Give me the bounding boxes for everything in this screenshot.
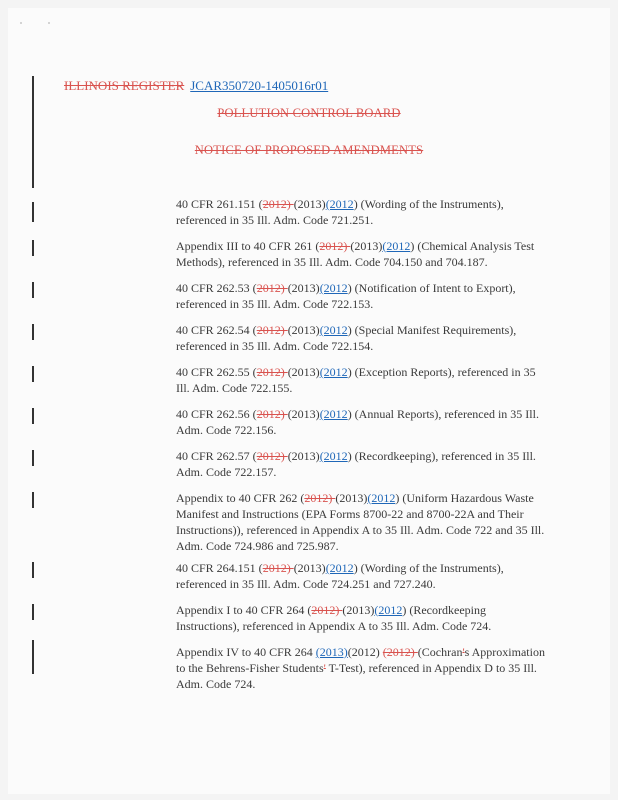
entry-inserted-year: (2012 xyxy=(319,323,348,337)
entry-description: ) (Chemical Analysis Test Methods), referenced in 35 Ill. Adm. Code 704.150 and 704.187. xyxy=(176,239,535,269)
entry-prefix: 40 CFR 262.57 ( xyxy=(176,449,257,463)
entry-deleted-year: (2012) xyxy=(382,645,418,659)
entry-description: ) (Wording of the Instruments), referenced in 35 Ill. Adm. Code 721.251. xyxy=(176,197,504,227)
entry-description: ) (Recordkeeping Instructions), referenced in Appendix A to 35 Ill. Adm. Code 724. xyxy=(176,603,492,633)
scan-speck xyxy=(20,22,22,24)
entry-year: (2013) xyxy=(287,407,320,421)
entry-description: ) (Exception Reports), referenced in 35 Ill. Adm. Code 722.155. xyxy=(176,365,536,395)
entry-deleted-year: 2012) xyxy=(319,239,351,253)
reference-entry xyxy=(176,238,546,270)
entry-prefix: Appendix I to 40 CFR 264 ( xyxy=(176,603,312,617)
entry-deleted-year: 2012) xyxy=(256,407,288,421)
entry-deleted-year: 2012) xyxy=(311,603,343,617)
change-bar xyxy=(32,492,34,508)
change-bar xyxy=(32,282,34,298)
entry-description: (Cochran xyxy=(417,645,463,659)
entry-deleted-quote: ' xyxy=(323,661,326,675)
change-bar xyxy=(32,562,34,578)
entry-inserted-year: (2012 xyxy=(319,281,348,295)
register-inserted-text: JCAR350720-1405016r01 xyxy=(190,78,329,93)
entry-description: ) (Recordkeeping), referenced in 35 Ill. Adm. Code 722.157. xyxy=(176,449,536,479)
entry-prefix: Appendix IV to 40 CFR 264 xyxy=(176,645,316,659)
reference-entry xyxy=(176,644,546,692)
entry-description: ) (Annual Reports), referenced in 35 Ill. Adm. Code 722.156. xyxy=(176,407,539,437)
reference-entry xyxy=(176,490,546,554)
reference-entry xyxy=(176,602,546,634)
entry-year: (2013) xyxy=(293,561,326,575)
entry-year: (2013) xyxy=(293,197,326,211)
entry-deleted-year: 2012) xyxy=(304,491,336,505)
entry-prefix: 40 CFR 262.56 ( xyxy=(176,407,257,421)
change-bar xyxy=(32,240,34,256)
entry-deleted-year: 2012) xyxy=(262,197,294,211)
entry-inserted-year: (2012 xyxy=(374,603,403,617)
entry-description: s Approximation to the Behrens-Fisher Students xyxy=(176,645,545,675)
entry-description: ) (Uniform Hazardous Waste Manifest and Instructions (EPA Forms 8700-22 and 8700-22A and Their Instructions)), referenced in Appendix A to 35 Ill. Adm. Code 722 and 35 Ill. Adm. Code 724.986 and 725.987. xyxy=(176,491,545,553)
entry-prefix: 40 CFR 262.55 ( xyxy=(176,365,257,379)
entry-deleted-year: 2012) xyxy=(262,561,294,575)
register-header xyxy=(64,78,328,94)
reference-entry xyxy=(176,560,546,592)
entry-year: (2013) xyxy=(342,603,375,617)
entry-year: (2013) xyxy=(287,449,320,463)
board-heading-deleted: POLLUTION CONTROL BOARD xyxy=(217,106,401,120)
entry-inserted-year: (2013) xyxy=(315,645,348,659)
entry-prefix: Appendix III to 40 CFR 261 ( xyxy=(176,239,320,253)
change-bar xyxy=(32,450,34,466)
entry-description: ) (Notification of Intent to Export), referenced in 35 Ill. Adm. Code 722.153. xyxy=(176,281,516,311)
entry-year: (2013) xyxy=(335,491,368,505)
entry-deleted-year: 2012) xyxy=(256,323,288,337)
change-bar xyxy=(32,604,34,620)
entry-prefix: Appendix to 40 CFR 262 ( xyxy=(176,491,305,505)
entry-inserted-year: (2012 xyxy=(382,239,411,253)
entry-prefix: 40 CFR 261.151 ( xyxy=(176,197,263,211)
entry-prefix: 40 CFR 262.53 ( xyxy=(176,281,257,295)
change-bar xyxy=(32,640,34,674)
entry-deleted-quote: ' xyxy=(462,645,465,659)
change-bar xyxy=(32,408,34,424)
entry-inserted-year: (2012 xyxy=(319,365,348,379)
reference-entry xyxy=(176,196,546,228)
entry-inserted-year: (2012 xyxy=(325,561,354,575)
entry-description: ) (Wording of the Instruments), referenced in 35 Ill. Adm. Code 724.251 and 727.240. xyxy=(176,561,504,591)
reference-entry xyxy=(176,448,546,480)
change-bar xyxy=(32,202,34,222)
change-bar xyxy=(32,366,34,382)
entry-description: ) (Special Manifest Requirements), referenced in 35 Ill. Adm. Code 722.154. xyxy=(176,323,517,353)
entry-deleted-year: 2012) xyxy=(256,365,288,379)
entry-description: T-Test), referenced in Appendix D to 35 Ill. Adm. Code 724. xyxy=(176,661,537,691)
entry-prefix: 40 CFR 264.151 ( xyxy=(176,561,263,575)
entry-deleted-year: 2012) xyxy=(256,449,288,463)
entry-year: (2013) xyxy=(287,323,320,337)
document-page xyxy=(8,8,610,794)
entry-year: (2012) xyxy=(347,645,383,659)
entry-prefix: 40 CFR 262.54 ( xyxy=(176,323,257,337)
reference-entry xyxy=(176,280,546,312)
scan-speck xyxy=(48,22,50,24)
entry-deleted-year: 2012) xyxy=(256,281,288,295)
reference-entry xyxy=(176,322,546,354)
entry-inserted-year: (2012 xyxy=(319,407,348,421)
entry-inserted-year: (2012 xyxy=(367,491,396,505)
entry-year: (2013) xyxy=(287,281,320,295)
entry-year: (2013) xyxy=(287,365,320,379)
entry-inserted-year: (2012 xyxy=(325,197,354,211)
register-deleted-text: ILLINOIS REGISTER xyxy=(64,78,185,93)
notice-heading-deleted: NOTICE OF PROPOSED AMENDMENTS xyxy=(194,143,424,157)
reference-entry xyxy=(176,364,546,396)
entry-inserted-year: (2012 xyxy=(319,449,348,463)
entry-year: (2013) xyxy=(350,239,383,253)
change-bar xyxy=(32,324,34,340)
change-bar xyxy=(32,76,34,188)
reference-entry xyxy=(176,406,546,438)
